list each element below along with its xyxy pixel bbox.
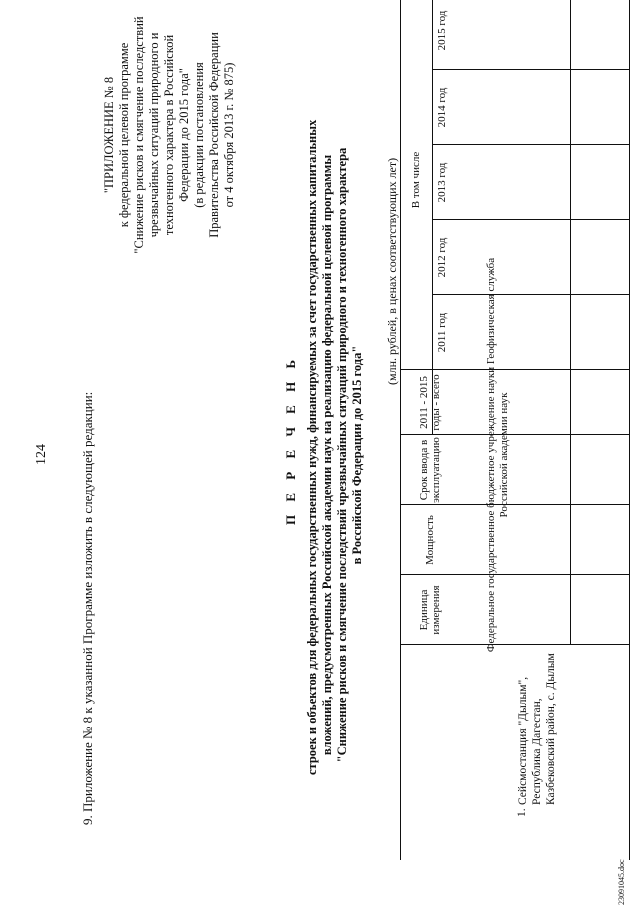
table-column-rule xyxy=(432,69,630,70)
row-name-line: Сейсмостанция "Дылым", xyxy=(517,676,529,805)
header-year: 2013 год xyxy=(436,162,448,203)
appendix-line: "Снижение рисков и смягчение последствий xyxy=(132,16,146,254)
document-code: 23091045.doc xyxy=(617,859,626,905)
appendix-line: (в редакции постановления xyxy=(192,62,206,208)
row-number: 1. xyxy=(516,808,528,817)
appendix-line: чрезвычайных ситуаций природного и xyxy=(147,32,161,238)
organization-line: Федеральное государственное бюджетное учреждение науки Геофизическая служба xyxy=(485,257,497,653)
table-header-rule xyxy=(570,0,571,645)
header-year: 2014 год xyxy=(436,87,448,128)
organization-name xyxy=(485,205,511,705)
row-name-line: Республика Дагестан, xyxy=(531,698,543,805)
row-object-name xyxy=(516,653,558,805)
appendix-title: "ПРИЛОЖЕНИЕ № 8 xyxy=(102,76,116,194)
header-commissioning: Срок ввода в эксплуатацию xyxy=(418,437,442,503)
organization-line: Российской академии наук xyxy=(498,392,510,518)
appendix-block xyxy=(102,0,237,280)
document-title: П Е Р Е Ч Е Н Ь xyxy=(283,354,298,525)
intro-text: 9. Приложение № 8 к указанной Программе изложить в следующей редакции: xyxy=(80,391,95,825)
header-year: 2015 год xyxy=(436,10,448,51)
header-total: 2011 - 2015 годы - всего xyxy=(418,374,442,431)
table-border-bottom xyxy=(629,0,630,860)
header-including: В том числе xyxy=(410,151,422,209)
subtitle-line: строек и объектов для федеральных государственных нужд, финансируемых за счет государственных капитальных xyxy=(305,119,319,775)
subtitle-line: "Снижение рисков и смягчение последствий чрезвычайных ситуаций природного и техногенного характера xyxy=(335,147,349,763)
appendix-line: от 4 октября 2013 г. № 875) xyxy=(222,62,236,208)
appendix-line: к федеральной целевой программе xyxy=(117,42,131,228)
table-column-rule xyxy=(432,294,630,295)
page-number: 124 xyxy=(34,444,49,465)
subtitle-line: вложений, предусмотренных Российской академии наук на реализацию федеральной целевой программы xyxy=(320,154,334,756)
header-year: 2011 год xyxy=(436,312,448,353)
subtitle-line: в Российской Федерации до 2015 года" xyxy=(350,345,364,565)
unit-note: (млн. рублей, в ценах соответствующих лет) xyxy=(385,157,399,385)
header-unit: Единица измерения xyxy=(418,585,442,635)
header-capacity: Мощность xyxy=(424,515,436,565)
table-column-rule xyxy=(432,144,630,145)
appendix-line: Правительства Российской Федерации xyxy=(207,32,221,238)
appendix-line: техногенного характера в Российской xyxy=(162,34,176,236)
appendix-line: Федерации до 2015 года" xyxy=(177,68,191,202)
objects-table xyxy=(400,0,630,860)
document-subtitle xyxy=(305,119,365,775)
table-column-rule xyxy=(432,219,630,220)
row-name-line: Казбековский район, с. Дылым xyxy=(545,653,557,805)
header-year: 2012 год xyxy=(436,237,448,278)
